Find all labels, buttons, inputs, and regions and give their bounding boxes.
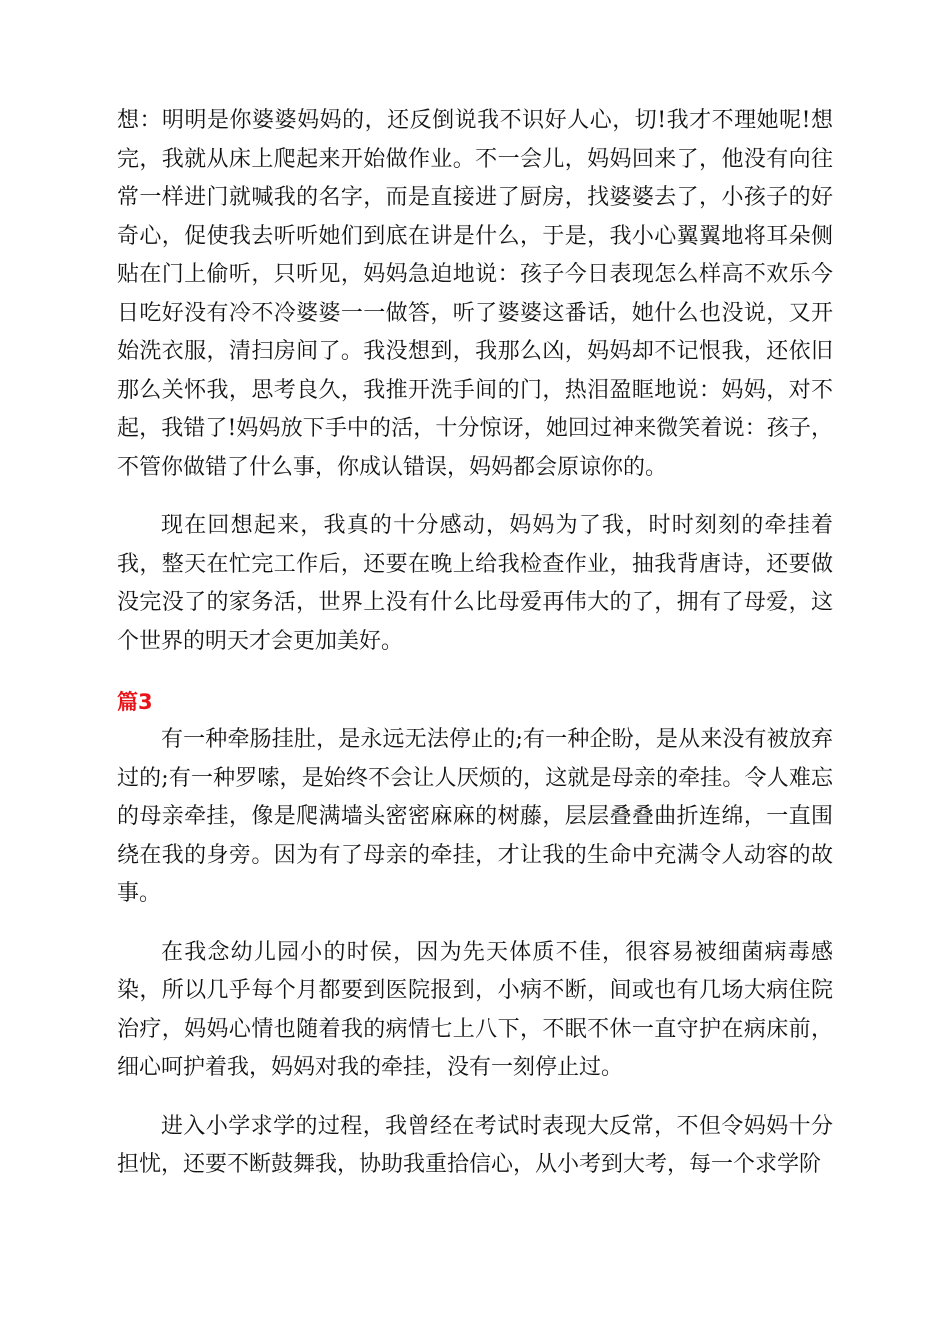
document-body <box>117 102 833 1185</box>
paragraph-continued: 想：明明是你婆婆妈妈的，还反倒说我不识好人心，切!我才不理她呢!想完，我就从床上爬起来开始做作业。不一会儿，妈妈回来了，他没有向往常一样进门就喊我的名字，而是直接进了厨房，找婆婆去了，小孩子的好奇心，促使我去听听她们到底在讲是什么，于是，我小心翼翼地将耳朵侧贴在门上偷听，只听见，妈妈急迫地说：孩子今日表现怎么样高不欢乐今日吃好没有冷不冷婆婆一一做答，听了婆婆这番话，她什么也没说，又开始洗衣服，清扫房间了。我没想到，我那么凶，妈妈却不记恨我，还依旧那么关怀我，思考良久，我推开洗手间的门，热泪盈眶地说：妈妈，对不起，我错了!妈妈放下手中的活，十分惊讶，她回过神来微笑着说：孩子，不管你做错了什么事，你成认错误，妈妈都会原谅你的。 <box>117 108 833 480</box>
paragraph-school: 进入小学求学的过程，我曾经在考试时表现大反常，不但令妈妈十分担忧，还要不断鼓舞我，协助我重拾信心，从小考到大考，每一个求学阶 <box>117 1113 833 1177</box>
section-heading: 篇3 <box>117 690 153 714</box>
paragraph-reflection: 现在回想起来，我真的十分感动，妈妈为了我，时时刻刻的牵挂着我，整天在忙完工作后，还要在晚上给我检查作业，抽我背唐诗，还要做没完没了的家务活，世界上没有什么比母爱再伟大的了，拥有了母爱，这个世界的明天才会更加美好。 <box>117 513 833 654</box>
paragraph-kindergarten: 在我念幼儿园小的时侯，因为先天体质不佳，很容易被细菌病毒感染，所以几乎每个月都要到医院报到，小病不断，间或也有几场大病住院治疗，妈妈心情也随着我的病情七上八下，不眠不休一直守护在病床前，细心呵护着我，妈妈对我的牵挂，没有一刻停止过。 <box>117 939 833 1080</box>
paragraph-intro: 有一种牵肠挂肚，是永远无法停止的;有一种企盼，是从来没有被放弃过的;有一种罗嗦，是始终不会让人厌烦的，这就是母亲的牵挂。令人难忘的母亲牵挂，像是爬满墙头密密麻麻的树藤，层层叠叠曲折连绵，一直围绕在我的身旁。因为有了母亲的牵挂，才让我的生命中充满令人动容的故事。 <box>117 727 833 906</box>
